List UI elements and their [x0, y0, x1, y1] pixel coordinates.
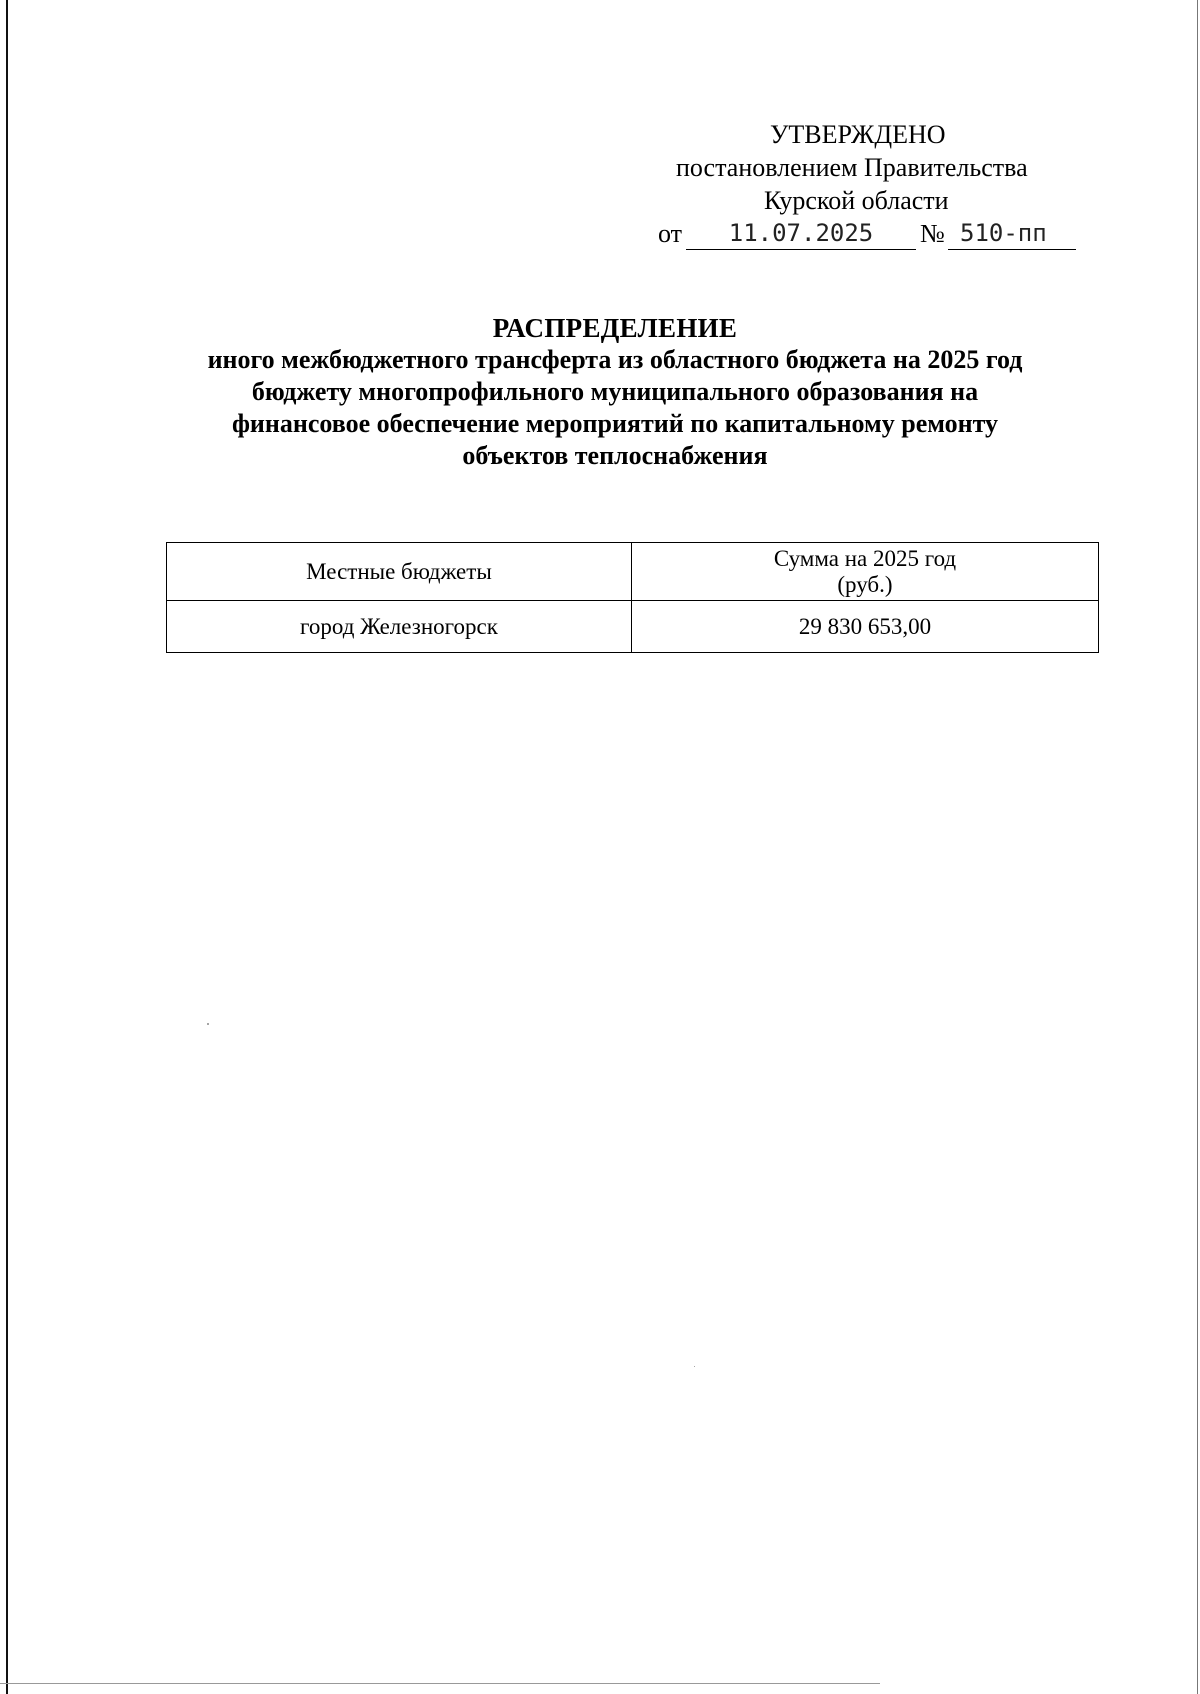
approval-stamp: [650, 118, 1090, 251]
region-line: Курской области: [764, 186, 949, 215]
from-label: от: [658, 219, 683, 248]
resolution-date: 11.07.2025: [686, 217, 916, 250]
date-number-line: [650, 217, 1090, 251]
cell-budget-name: город Железногорск: [167, 601, 632, 653]
header-amount-line1: Сумма на 2025 год: [773, 546, 957, 571]
scan-left-edge: [6, 0, 8, 1694]
resolution-line: постановлением Правительства: [676, 153, 1028, 182]
scan-right-edge: [1197, 0, 1198, 1694]
table-row: [167, 601, 1099, 653]
resolution-number: 510-пп: [948, 217, 1076, 250]
number-sign: №: [920, 219, 945, 248]
approved-heading: УТВЕРЖДЕНО: [770, 120, 946, 149]
scan-speck: [207, 1023, 209, 1025]
header-local-budgets: Местные бюджеты: [167, 543, 632, 601]
header-amount-line2: (руб.): [837, 572, 893, 597]
header-amount: [631, 543, 1098, 601]
scan-bottom-edge: [0, 1683, 880, 1684]
document-title-block: [120, 312, 1110, 472]
scan-speck: [694, 1366, 695, 1367]
table-header-row: [167, 543, 1099, 601]
document-subtitle: иного межбюджетного трансферта из областного бюджета на 2025 год бюджету многопрофильного муниципального образования на финансовое обеспечение мероприятий по капитальному ремонту объектов теплоснабжения: [207, 345, 1023, 470]
document-title: РАСПРЕДЕЛЕНИЕ: [492, 313, 738, 343]
cell-amount: 29 830 653,00: [631, 601, 1098, 653]
distribution-table: [166, 542, 1099, 653]
